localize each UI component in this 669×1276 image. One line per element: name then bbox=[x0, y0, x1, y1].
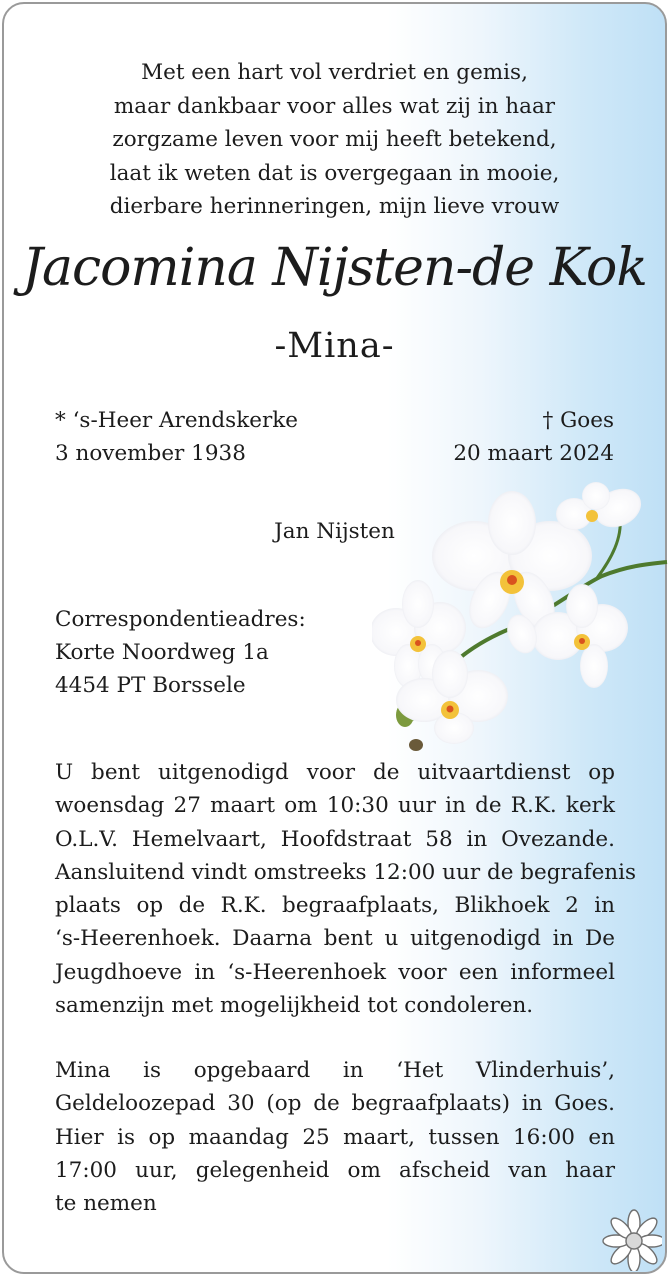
verse-line: maar dankbaar voor alles wat zij in haar bbox=[113, 93, 556, 119]
paragraph-line: te nemen bbox=[55, 1191, 157, 1217]
paragraph-line: Mina is opgebaard in ‘Het Vlinderhuis’, bbox=[55, 1058, 615, 1083]
flower-logo-icon bbox=[600, 1205, 662, 1271]
address-city: 4454 PT Borssele bbox=[55, 673, 246, 698]
orchid-illustration bbox=[372, 478, 669, 758]
birth-date: 3 november 1938 bbox=[55, 441, 246, 466]
death-info bbox=[453, 404, 614, 470]
paragraph-line: Hier is op maandag 25 maart, tussen 16:00 en bbox=[55, 1124, 615, 1150]
paragraph-line: Geldeloozepad 30 (op de begraafplaats) in Goes. bbox=[55, 1091, 615, 1117]
death-date: 20 maart 2024 bbox=[453, 441, 614, 466]
birth-info bbox=[55, 404, 298, 470]
service-paragraph bbox=[55, 756, 637, 1022]
verse-line: zorgzame leven voor mij heeft betekend, bbox=[112, 127, 557, 152]
address-label: Correspondentieadres: bbox=[55, 607, 306, 632]
paragraph-line: U bent uitgenodigd voor de uitvaartdienst op bbox=[55, 760, 615, 785]
deceased-nickname: -Mina- bbox=[274, 326, 395, 366]
paragraph-line: plaats op de R.K. begraafplaats, Blikhoek 2 in bbox=[55, 893, 615, 919]
paragraph-line: ‘s-Heerenhoek. Daarna bent u uitgenodigd in De bbox=[55, 926, 615, 952]
verse-line: laat ik weten dat is overgegaan in mooie, bbox=[109, 160, 560, 186]
birth-place: * ‘s-Heer Arendskerke bbox=[55, 408, 298, 433]
paragraph-line: O.L.V. Hemelvaart, Hoofdstraat 58 in Ovezande. bbox=[55, 826, 615, 852]
address-street: Korte Noordweg 1a bbox=[55, 640, 269, 665]
verse-line: dierbare herinneringen, mijn lieve vrouw bbox=[109, 194, 560, 219]
paragraph-line: samenzijn met mogelijkheid tot condoleren. bbox=[55, 993, 534, 1019]
paragraph-line: Jeugdhoeve in ‘s-Heerenhoek voor een informeel bbox=[55, 959, 615, 985]
paragraph-line: woensdag 27 maart om 10:30 uur in de R.K. kerk bbox=[55, 793, 615, 819]
paragraph-line: Aansluitend vindt omstreeks 12:00 uur de begrafenis bbox=[55, 859, 637, 885]
correspondence-address bbox=[55, 603, 306, 702]
signed-by: Jan Nijsten bbox=[274, 519, 395, 544]
deceased-name: Jacomina Nijsten-de Kok bbox=[22, 238, 647, 298]
visit-paragraph bbox=[55, 1054, 615, 1220]
death-place: † Goes bbox=[542, 408, 614, 433]
paragraph-line: 17:00 uur, gelegenheid om afscheid van haar bbox=[55, 1157, 615, 1183]
verse-line: Met een hart vol verdriet en gemis, bbox=[141, 60, 528, 85]
opening-verse bbox=[0, 56, 669, 224]
